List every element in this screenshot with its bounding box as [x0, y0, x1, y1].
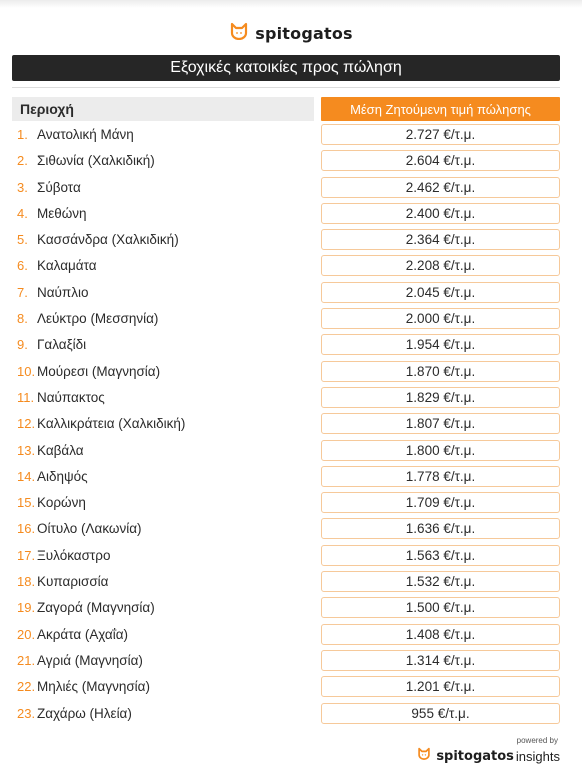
row-region: Ζαχάρω (Ηλεία) — [37, 705, 132, 721]
row-price: 1.829 €/τ.μ. — [321, 387, 560, 408]
row-region: Ζαγορά (Μαγνησία) — [37, 600, 155, 616]
table-row — [12, 622, 560, 648]
row-price: 2.208 €/τ.μ. — [321, 255, 560, 276]
row-price: 1.500 €/τ.μ. — [321, 597, 560, 618]
table-row — [12, 253, 560, 279]
row-rank: 6. — [17, 258, 28, 274]
row-rank: 13. — [17, 442, 36, 458]
row-rank: 12. — [17, 416, 36, 432]
row-price: 2.364 €/τ.μ. — [321, 229, 560, 250]
cat-head-icon — [417, 747, 431, 765]
row-rank: 8. — [17, 311, 28, 327]
row-rank: 18. — [17, 574, 36, 590]
table-row — [12, 648, 560, 674]
table-row — [12, 569, 560, 595]
row-price: 2.462 €/τ.μ. — [321, 177, 560, 198]
table-row — [12, 227, 560, 253]
row-price: 2.045 €/τ.μ. — [321, 282, 560, 303]
row-region: Μεθώνη — [37, 205, 87, 221]
row-region: Αγριά (Μαγνησία) — [37, 652, 143, 668]
row-rank: 15. — [17, 495, 36, 511]
table-row — [12, 543, 560, 569]
row-price: 1.954 €/τ.μ. — [321, 334, 560, 355]
row-rank: 9. — [17, 337, 28, 353]
row-price: 2.000 €/τ.μ. — [321, 308, 560, 329]
table-row — [12, 175, 560, 201]
brand-name: spitogatos — [255, 24, 353, 43]
row-region: Καβάλα — [37, 442, 84, 458]
row-region: Ακράτα (Αχαΐα) — [37, 626, 129, 642]
row-region: Γαλαξίδι — [37, 337, 87, 353]
row-rank: 11. — [17, 389, 35, 405]
row-region: Οίτυλο (Λακωνία) — [37, 521, 142, 537]
row-rank: 4. — [17, 205, 28, 221]
row-rank: 17. — [17, 547, 36, 563]
row-region: Σιθωνία (Χαλκιδική) — [37, 153, 155, 169]
row-region: Μηλιές (Μαγνησία) — [37, 679, 150, 695]
row-price: 1.563 €/τ.μ. — [321, 545, 560, 566]
row-price: 1.807 €/τ.μ. — [321, 413, 560, 434]
row-region: Ξυλόκαστρο — [37, 547, 111, 563]
row-region: Κορώνη — [37, 495, 86, 511]
row-rank: 16. — [17, 521, 36, 537]
row-region: Κυπαρισσία — [37, 574, 109, 590]
footer-brand-name: spitogatos — [436, 748, 514, 764]
table-row — [12, 148, 560, 174]
row-rank: 14. — [17, 468, 36, 484]
row-price: 1.636 €/τ.μ. — [321, 518, 560, 539]
row-price: 1.201 €/τ.μ. — [321, 676, 560, 697]
powered-by-label: powered by — [516, 736, 558, 745]
title-divider — [12, 87, 560, 88]
row-price: 955 €/τ.μ. — [321, 703, 560, 724]
header-region: Περιοχή — [12, 97, 314, 121]
row-price: 2.604 €/τ.μ. — [321, 150, 560, 171]
row-region: Αιδηψός — [37, 468, 88, 484]
row-region: Ναύπακτος — [37, 389, 105, 405]
table-body — [12, 122, 560, 727]
row-region: Ναύπλιο — [37, 284, 89, 300]
top-shadow — [0, 0, 582, 8]
table-row — [12, 438, 560, 464]
table-row — [12, 280, 560, 306]
row-region: Κασσάνδρα (Χαλκιδική) — [37, 232, 179, 248]
page-title-bar — [12, 55, 560, 81]
row-price: 1.800 €/τ.μ. — [321, 440, 560, 461]
table-row — [12, 595, 560, 621]
page-title: Εξοχικές κατοικίες προς πώληση — [170, 59, 402, 76]
row-rank: 19. — [17, 600, 36, 616]
table-row — [12, 385, 560, 411]
row-price: 1.709 €/τ.μ. — [321, 492, 560, 513]
footer — [417, 736, 560, 765]
header-price: Μέση Ζητούμενη τιμή πώλησης — [321, 97, 560, 121]
row-rank: 10. — [17, 363, 36, 379]
row-region: Σύβοτα — [37, 179, 81, 195]
cat-head-icon — [229, 22, 249, 45]
table-row — [12, 201, 560, 227]
row-price: 2.727 €/τ.μ. — [321, 124, 560, 145]
table-row — [12, 122, 560, 148]
table-header — [12, 97, 560, 121]
row-rank: 22. — [17, 679, 36, 695]
row-price: 1.778 €/τ.μ. — [321, 466, 560, 487]
row-price: 1.532 €/τ.μ. — [321, 571, 560, 592]
table-row — [12, 411, 560, 437]
table-row — [12, 701, 560, 727]
footer-brand — [417, 747, 560, 765]
table-row — [12, 490, 560, 516]
row-rank: 3. — [17, 179, 28, 195]
row-price: 2.400 €/τ.μ. — [321, 203, 560, 224]
row-rank: 7. — [17, 284, 28, 300]
row-region: Καλαμάτα — [37, 258, 97, 274]
row-region: Λεύκτρο (Μεσσηνία) — [37, 311, 159, 327]
row-rank: 1. — [17, 127, 28, 142]
brand-header — [0, 22, 582, 45]
row-price: 1.870 €/τ.μ. — [321, 361, 560, 382]
row-rank: 5. — [17, 232, 28, 248]
row-rank: 21. — [17, 652, 36, 668]
row-rank: 20. — [17, 626, 36, 642]
table-row — [12, 306, 560, 332]
row-region: Ανατολική Μάνη — [37, 127, 134, 142]
row-rank: 23. — [17, 705, 36, 721]
row-rank: 2. — [17, 153, 28, 169]
row-region: Μούρεσι (Μαγνησία) — [37, 363, 161, 379]
row-region: Καλλικράτεια (Χαλκιδική) — [37, 416, 186, 432]
table-row — [12, 516, 560, 542]
row-price: 1.408 €/τ.μ. — [321, 624, 560, 645]
table-row — [12, 359, 560, 385]
footer-brand-suffix: insights — [515, 748, 560, 764]
table-row — [12, 332, 560, 358]
row-price: 1.314 €/τ.μ. — [321, 650, 560, 671]
table-row — [12, 464, 560, 490]
table-row — [12, 674, 560, 700]
